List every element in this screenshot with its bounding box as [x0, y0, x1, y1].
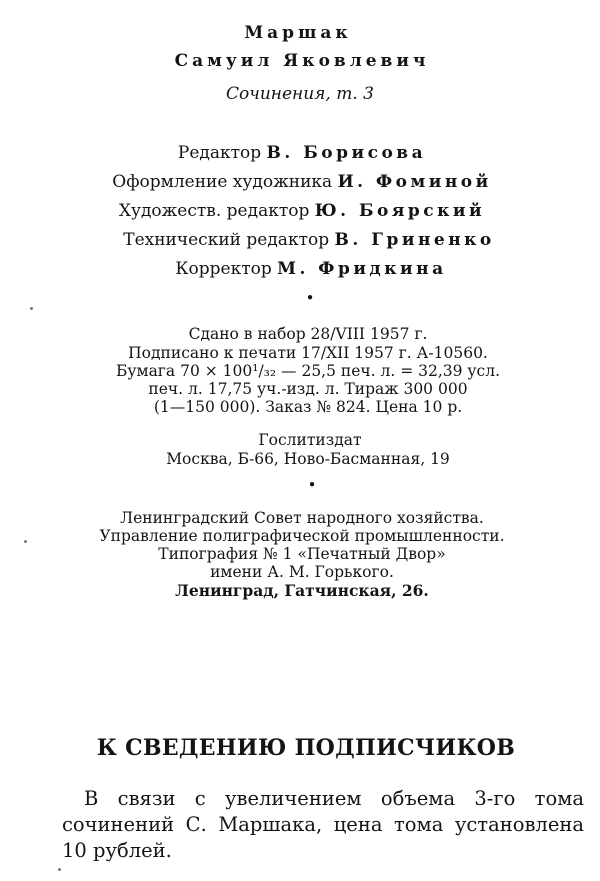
separator: •: [307, 476, 317, 494]
notice-line: В связи с увеличением объема 3-го тома: [84, 787, 584, 810]
credit-person: М. Фридкина: [277, 259, 447, 279]
print-info-line: Подписано к печати 17/XII 1957 г. А-10560.: [128, 344, 488, 362]
credit-person: И. Фоминой: [337, 172, 492, 192]
credit-role: Оформление художника: [112, 172, 333, 192]
separator: •: [305, 289, 315, 307]
credit-art-editor: [2, 203, 600, 220]
credit-role: Художеств. редактор: [118, 201, 310, 221]
credit-tech-editor: [9, 232, 600, 249]
printer-line: имени А. М. Горького.: [210, 563, 394, 581]
credit-editor: [2, 145, 600, 162]
publisher-address: Москва, Б-66, Ново-Басманная, 19: [166, 450, 450, 468]
notice-line: 10 рублей.: [62, 839, 172, 862]
printer-line: Управление полиграфической промышленности.: [99, 527, 505, 545]
notice-line: сочинений С. Маршака, цена тома установлена: [62, 813, 584, 836]
print-info-line: Сдано в набор 28/VIII 1957 г.: [188, 325, 428, 343]
scan-speck: [58, 868, 61, 871]
credit-person: В. Гриненко: [334, 230, 495, 250]
credit-design: [2, 174, 600, 191]
credit-role: Корректор: [175, 259, 272, 279]
print-info-line: (1—150 000). Заказ № 824. Цена 10 р.: [153, 398, 463, 416]
scan-speck: [24, 540, 27, 543]
author-name: Самуил Яковлевич: [174, 51, 430, 71]
credit-person: В. Борисова: [266, 143, 427, 163]
scan-speck: [30, 307, 33, 310]
work-title: Сочинения, т. 3: [226, 84, 374, 104]
credit-person: Ю. Боярский: [314, 201, 486, 221]
credit-role: Редактор: [177, 143, 262, 163]
printer-city: Ленинград, Гатчинская, 26.: [175, 581, 429, 600]
publisher-name: Гослитиздат: [258, 431, 362, 449]
credit-proofreader: [11, 261, 600, 278]
printer-line: Типография № 1 «Печатный Двор»: [158, 545, 446, 563]
credit-role: Технический редактор: [123, 230, 330, 250]
print-info-line: печ. л. 17,75 уч.-изд. л. Тираж 300 000: [148, 380, 468, 398]
printer-line: Ленинградский Совет народного хозяйства.: [120, 509, 484, 527]
print-info-line: Бумага 70 × 100¹/₃₂ — 25,5 печ. л. = 32,39 усл.: [116, 362, 500, 380]
notice-heading: К СВЕДЕНИЮ ПОДПИСЧИКОВ: [96, 735, 516, 761]
notice-paragraph: [62, 786, 584, 864]
author-surname: Маршак: [244, 23, 352, 43]
